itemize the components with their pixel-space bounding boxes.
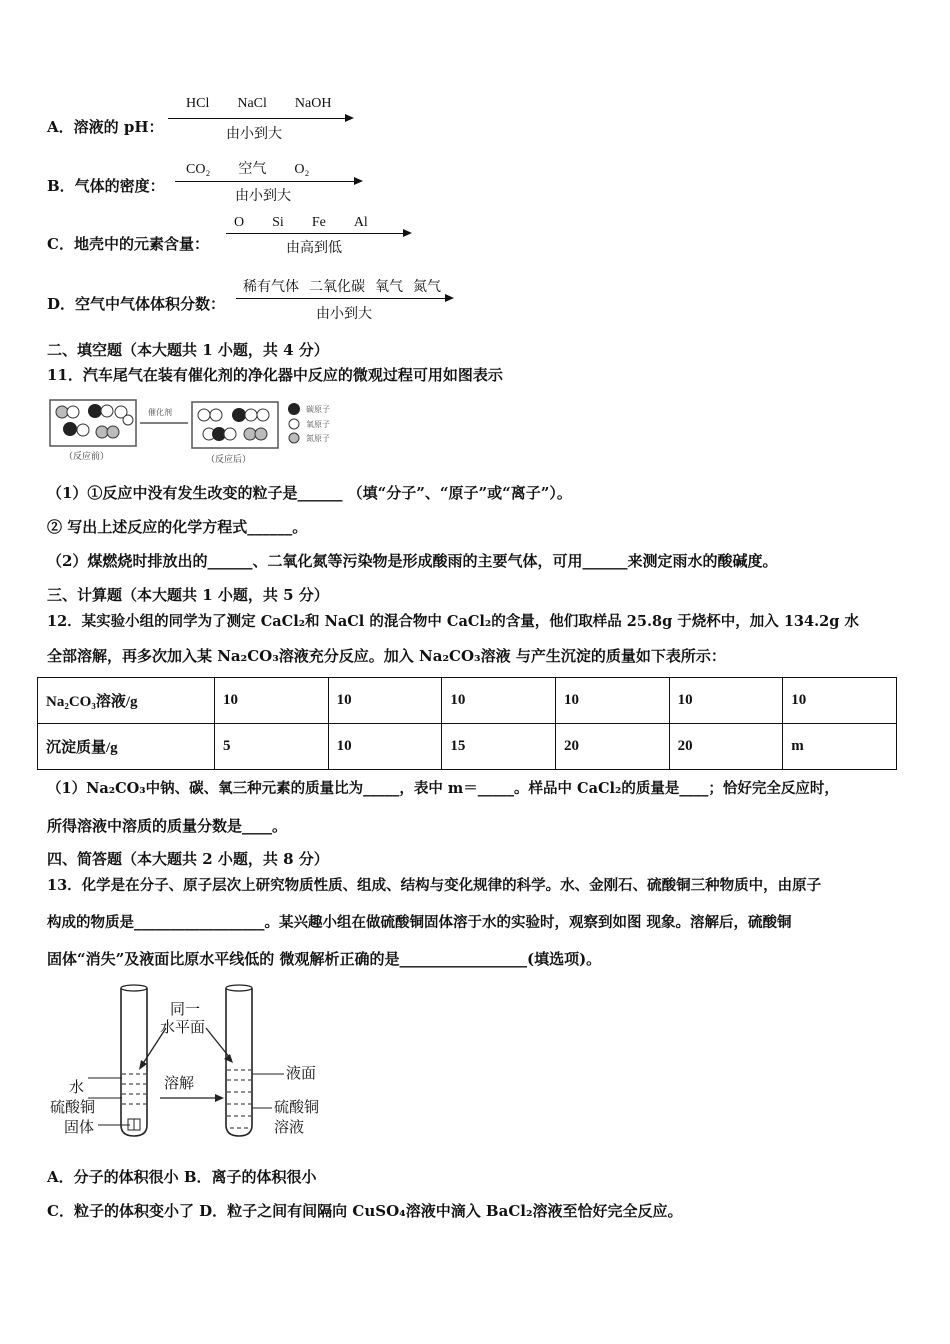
option-b-arrow xyxy=(175,181,355,182)
catalyst-label: 催化剂 xyxy=(148,408,172,417)
table-cell: 20 xyxy=(555,724,669,770)
table-cell: 10 xyxy=(442,678,556,724)
option-c-item: Fe xyxy=(311,215,326,230)
arrow-head-icon xyxy=(403,229,412,237)
q12-line1: 12．某实验小组的同学为了测定 CaCl₂和 NaCl 的混合物中 CaCl₂的含量，他们取样品 25.8g 于烧杯中，加入 134.2g 水 xyxy=(47,613,859,630)
table-cell: 5 xyxy=(215,724,329,770)
option-b-item: O₂ xyxy=(294,162,310,177)
section-2-title: 二、填空题（本大题共 1 小题，共 4 分） xyxy=(47,341,329,359)
option-c-arrow xyxy=(226,233,404,234)
legend-label: 氮原子 xyxy=(306,434,330,443)
before-label: （反应前） xyxy=(64,452,110,462)
carbon-atom-icon xyxy=(288,403,300,415)
q13-options-ab: A．分子的体积很小 B．离子的体积很小 xyxy=(47,1168,317,1186)
option-b-sequence xyxy=(186,158,337,178)
option-d-order: 由小到大 xyxy=(316,307,372,322)
option-b-order: 由小到大 xyxy=(235,189,291,204)
option-a-item: NaCl xyxy=(237,96,267,111)
table-cell: 10 xyxy=(215,678,329,724)
legend-label: 碳原子 xyxy=(306,405,330,414)
table-cell: Na₂CO₃溶液/g xyxy=(38,678,215,724)
arrow-head-icon xyxy=(445,294,454,302)
option-c-sequence xyxy=(234,215,396,231)
option-d-item: 氧气 xyxy=(375,280,403,295)
option-d-sequence xyxy=(243,276,469,296)
option-c-item: Al xyxy=(353,215,368,230)
option-c-order: 由高到低 xyxy=(286,241,342,256)
option-a-label: A．溶液的 pH： xyxy=(47,118,164,136)
option-c-item: Si xyxy=(272,215,284,230)
arrow-head-icon xyxy=(345,114,354,122)
same-level-label-1: 同一 xyxy=(170,1000,201,1018)
q13-dissolve-figure xyxy=(46,980,346,1145)
q11-reaction-figure xyxy=(46,394,366,466)
table-cell: 10 xyxy=(783,678,897,724)
dissolve-label: 溶解 xyxy=(164,1074,195,1092)
oxygen-atom-icon xyxy=(289,419,299,429)
table-cell: 沉淀质量/g xyxy=(38,724,215,770)
solution-label-1: 硫酸铜 xyxy=(274,1098,320,1116)
nitrogen-atom-icon xyxy=(289,433,299,443)
option-c-label: C．地壳中的元素含量： xyxy=(47,235,209,253)
water-label: 水 xyxy=(69,1078,85,1096)
solution-label-2: 溶液 xyxy=(274,1118,305,1136)
q13-line2: 构成的物质是__________________。某兴趣小组在做硫酸铜固体溶于水的实验时，观察到如图 现象。溶解后，硫酸铜 xyxy=(47,914,792,931)
q13-options-cd: C．粒子的体积变小了 D．粒子之间有间隔向 CuSO₄溶液中滴入 BaCl₂溶液至恰好完全反应。 xyxy=(47,1202,683,1220)
option-b-item: 空气 xyxy=(238,162,267,177)
q12-sub2: 所得溶液中溶质的质量分数是____。 xyxy=(47,817,288,835)
option-a-arrow xyxy=(168,118,346,119)
table-row xyxy=(38,678,897,724)
section-3-title: 三、计算题（本大题共 1 小题，共 5 分） xyxy=(47,586,329,604)
table-cell: 10 xyxy=(555,678,669,724)
q11-sub1: （1）①反应中没有发生改变的粒子是______ （填“分子”、“原子”或“离子”）。 xyxy=(47,484,572,502)
option-b-label: B．气体的密度： xyxy=(47,177,165,195)
option-a-sequence xyxy=(186,96,359,112)
option-a-item: NaOH xyxy=(294,96,332,111)
sediment-table xyxy=(37,677,897,770)
solid-label-2: 固体 xyxy=(64,1118,95,1136)
option-d-arrow xyxy=(236,298,446,299)
q13-line1: 13．化学是在分子、原子层次上研究物质性质、组成、结构与变化规律的科学。水、金刚石、硫酸铜三种物质中，由原子 xyxy=(47,877,822,894)
option-a-order: 由小到大 xyxy=(226,127,282,142)
arrow-head-icon xyxy=(354,177,363,185)
table-cell: m xyxy=(783,724,897,770)
surface-label: 液面 xyxy=(286,1064,317,1082)
q11-sub3: （2）煤燃烧时排放出的______、二氧化氮等污染物是形成酸雨的主要气体，可用______来测定雨水的酸碱度。 xyxy=(47,552,778,570)
after-label: （反应后） xyxy=(206,455,252,465)
table-row xyxy=(38,724,897,770)
option-d-item: 稀有气体 xyxy=(243,280,299,295)
solid-label-1: 硫酸铜 xyxy=(50,1098,96,1116)
table-cell: 20 xyxy=(669,724,783,770)
q11-stem: 11．汽车尾气在装有催化剂的净化器中反应的微观过程可用如图表示 xyxy=(47,366,503,384)
option-a-item: HCl xyxy=(186,96,210,111)
option-c-item: O xyxy=(234,215,245,230)
option-d-item: 二氧化碳 xyxy=(309,280,365,295)
option-d-item: 氮气 xyxy=(413,280,441,295)
table-cell: 10 xyxy=(328,678,442,724)
q11-sub2: ② 写出上述反应的化学方程式______。 xyxy=(47,518,308,536)
q13-line3: 固体“消失”及液面比原水平线低的 微观解析正确的是_________________(填选项)。 xyxy=(47,950,602,968)
option-d-label: D．空气中气体体积分数： xyxy=(47,295,226,313)
table-cell: 10 xyxy=(328,724,442,770)
q12-sub1: （1）Na₂CO₃中钠、碳、氧三种元素的质量比为_____，表中 m＝_____。样品中 CaCl₂的质量是____；恰好完全反应时， xyxy=(47,780,839,797)
table-cell: 15 xyxy=(442,724,556,770)
table-cell: 10 xyxy=(669,678,783,724)
section-4-title: 四、简答题（本大题共 2 小题，共 8 分） xyxy=(47,850,329,868)
option-b-item: CO₂ xyxy=(186,162,211,177)
q12-line2: 全部溶解，再多次加入某 Na₂CO₃溶液充分反应。加入 Na₂CO₃溶液 与产生沉淀的质量如下表所示： xyxy=(47,647,726,665)
test-tube-2 xyxy=(226,988,252,1136)
legend-label: 氧原子 xyxy=(306,420,330,429)
same-level-label-2: 水平面 xyxy=(160,1018,206,1036)
